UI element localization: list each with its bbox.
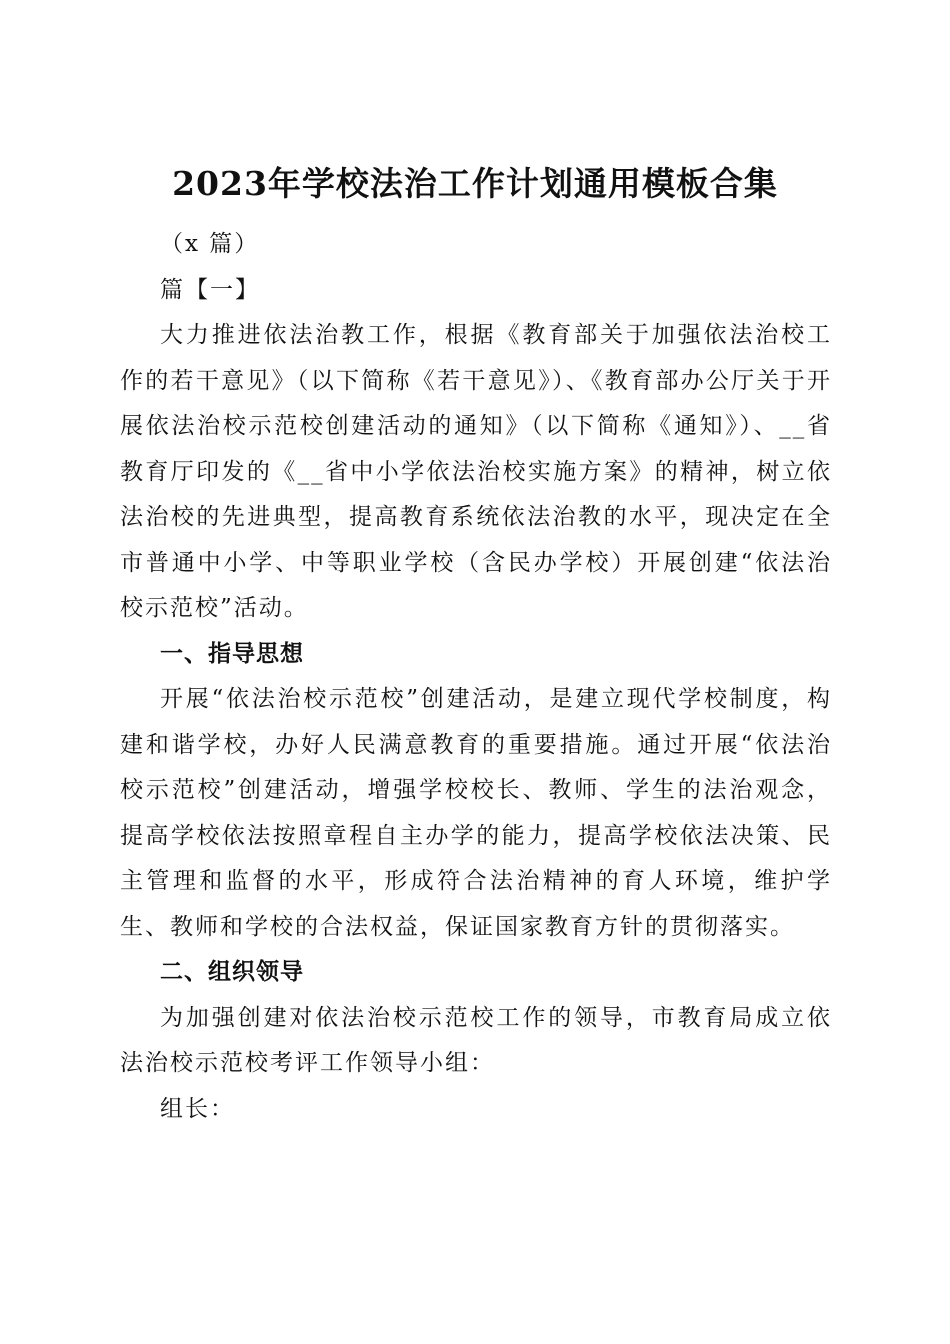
intro-paragraph: 大力推进依法治教工作，根据《教育部关于加强依法治校工作的若干意见》（以下简称《若干意见》）、《教育部办公厅关于开展依法治校示范校创建活动的通知》（以下简称《通知》）、__省教育厅印发的《__省中小学依法治校实施方案》的精神，树立依法治校的先进典型，提高教育系统依法治教的水平，现决定在全市普通中小学、中等职业学校（含民办学校）开展创建“依法治校示范校”活动。 bbox=[120, 322, 832, 621]
document-title: 2023年学校法治工作计划通用模板合集 bbox=[172, 164, 778, 204]
section-heading-organization: 二、组织领导 bbox=[160, 959, 304, 985]
count-note: （x 篇） bbox=[160, 231, 260, 257]
section-heading-guiding-thought: 一、指导思想 bbox=[160, 640, 304, 667]
leader-label: 组长： bbox=[160, 1095, 235, 1122]
part-label: 篇【一】 bbox=[160, 276, 260, 303]
document-body bbox=[120, 222, 832, 1132]
organization-paragraph: 为加强创建对依法治校示范校工作的领导，市教育局成立依法治校示范校考评工作领导小组： bbox=[120, 1004, 832, 1076]
guiding-thought-paragraph: 开展“依法治校示范校”创建活动，是建立现代学校制度，构建和谐学校，办好人民满意教育的重要措施。通过开展“依法治校示范校”创建活动，增强学校校长、教师、学生的法治观念，提高学校依法按照章程自主办学的能力，提高学校依法决策、民主管理和监督的水平，形成符合法治精神的育人环境，维护学生、教师和学校的合法权益，保证国家教育方针的贯彻落实。 bbox=[120, 686, 832, 940]
